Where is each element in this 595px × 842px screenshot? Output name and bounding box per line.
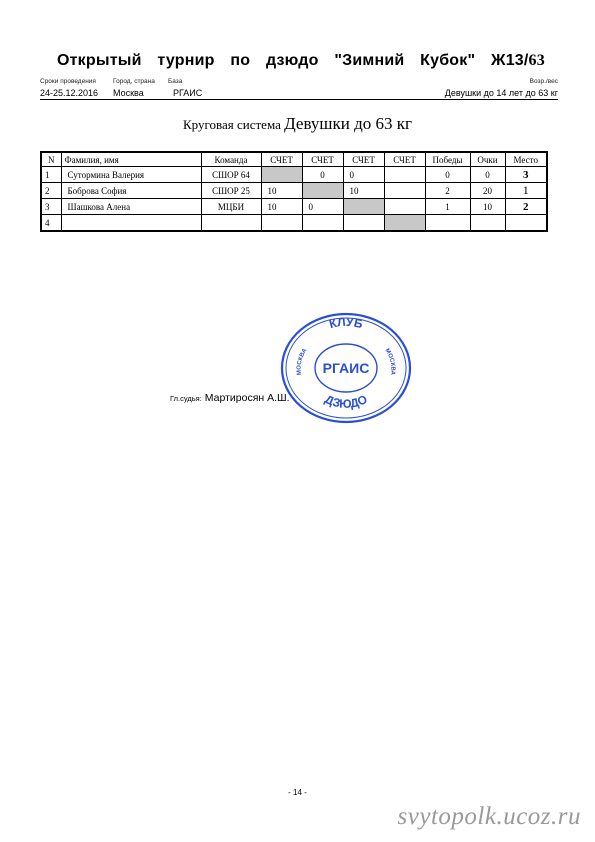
chief-judge-name: Мартиросян А.Ш. xyxy=(204,392,290,404)
cell-points: 10 xyxy=(470,199,505,215)
subtitle-group: Девушки до 63 кг xyxy=(284,114,412,133)
title-word-1: Открытый xyxy=(57,52,142,69)
label-city: Город, страна xyxy=(113,78,155,85)
cell-score: 0 xyxy=(302,167,343,183)
cell-score xyxy=(343,215,384,232)
cell-place: 1 xyxy=(505,183,547,199)
cell-score: 0 xyxy=(302,199,343,215)
value-category: Девушки до 14 лет до 63 кг xyxy=(444,88,558,98)
cell-wins: 1 xyxy=(425,199,470,215)
cell-n: 3 xyxy=(41,199,61,215)
header-place: Место xyxy=(505,152,547,167)
document-title xyxy=(57,52,545,70)
header-score-4: СЧЕТ xyxy=(384,152,425,167)
title-weight: 63 xyxy=(528,52,545,69)
cell-score: 10 xyxy=(261,199,302,215)
cell-points: 20 xyxy=(470,183,505,199)
cell-place: 3 xyxy=(505,167,547,183)
cell-place xyxy=(505,215,547,232)
cell-team: СШОР 64 xyxy=(201,167,261,183)
header-score-3: СЧЕТ xyxy=(343,152,384,167)
table-row xyxy=(41,183,547,199)
title-word-4: дзюдо xyxy=(265,52,319,69)
cell-score xyxy=(384,167,425,183)
cell-score-self xyxy=(384,215,425,232)
label-base: База xyxy=(168,78,183,85)
cell-n: 1 xyxy=(41,167,61,183)
title-word-2: турнир xyxy=(157,52,215,69)
cell-team: СШОР 25 xyxy=(201,183,261,199)
cell-score: 10 xyxy=(261,183,302,199)
subtitle-system: Круговая система xyxy=(183,117,281,132)
cell-score-self xyxy=(302,183,343,199)
cell-n: 2 xyxy=(41,183,61,199)
value-dates: 24-25.12.2016 xyxy=(40,88,99,98)
title-code-prefix: Ж13/ xyxy=(491,52,529,69)
cell-score xyxy=(261,215,302,232)
header-n: N xyxy=(41,152,61,167)
cell-team: МЦБИ xyxy=(201,199,261,215)
cell-name xyxy=(61,215,201,232)
table-row xyxy=(41,215,547,232)
header-score-1: СЧЕТ xyxy=(261,152,302,167)
cell-place: 2 xyxy=(505,199,547,215)
cell-n: 4 xyxy=(41,215,61,232)
table-row xyxy=(41,199,547,215)
chief-judge-label: Гл.судья: xyxy=(170,394,202,403)
section-subtitle xyxy=(0,114,595,134)
cell-wins: 2 xyxy=(425,183,470,199)
cell-wins xyxy=(425,215,470,232)
header-score-2: СЧЕТ xyxy=(302,152,343,167)
header-wins: Победы xyxy=(425,152,470,167)
cell-score xyxy=(384,183,425,199)
page-number: - 14 - xyxy=(288,788,307,797)
title-word-5: "Зимний xyxy=(334,52,405,69)
cell-points xyxy=(470,215,505,232)
cell-score-self xyxy=(261,167,302,183)
round-robin-table xyxy=(40,151,548,232)
label-dates: Сроки проведения xyxy=(40,78,96,85)
value-base: РГАИС xyxy=(173,88,203,98)
cell-score-self xyxy=(343,199,384,215)
stamp-top-text: КЛУБ xyxy=(327,314,365,332)
cell-score xyxy=(302,215,343,232)
table-row xyxy=(41,167,547,183)
chief-judge-line xyxy=(170,388,290,406)
stamp-bottom-text: ДЗЮДО xyxy=(322,392,370,411)
cell-name: Шашкова Алена xyxy=(61,199,201,215)
cell-points: 0 xyxy=(470,167,505,183)
stamp-left-text: МОСКВА xyxy=(296,347,309,376)
header-team: Команда xyxy=(201,152,261,167)
title-word-6: Кубок" xyxy=(420,52,476,69)
header-name: Фамилия, имя xyxy=(61,152,201,167)
cell-score: 10 xyxy=(343,183,384,199)
label-age: Возр./вес xyxy=(529,78,558,85)
title-word-3: по xyxy=(230,52,251,69)
table-header-row xyxy=(41,152,547,167)
cell-team xyxy=(201,215,261,232)
title-code xyxy=(491,52,545,70)
cell-wins: 0 xyxy=(425,167,470,183)
club-stamp xyxy=(276,308,416,428)
cell-name: Боброва София xyxy=(61,183,201,199)
cell-score: 0 xyxy=(343,167,384,183)
cell-name: Сутормина Валерия xyxy=(61,167,201,183)
cell-score xyxy=(384,199,425,215)
stamp-center-text: РГАИС xyxy=(322,360,370,376)
stamp-right-text: МОСКВА xyxy=(383,347,396,376)
watermark: svytopolk.ucoz.ru xyxy=(397,803,581,830)
value-city: Москва xyxy=(113,88,144,98)
header-rule xyxy=(40,99,558,100)
header-points: Очки xyxy=(470,152,505,167)
